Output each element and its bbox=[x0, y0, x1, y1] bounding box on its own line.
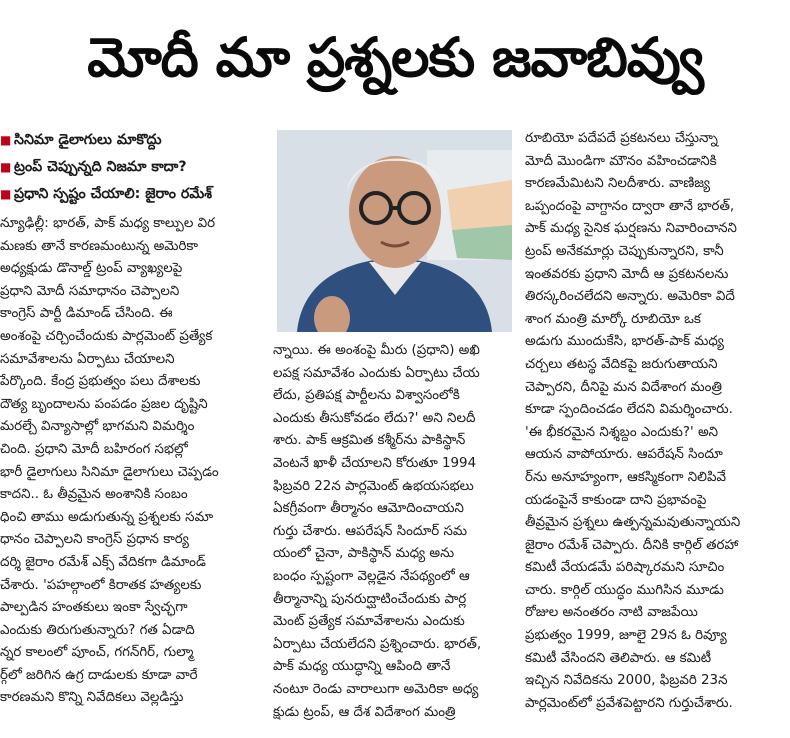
article-line: వెంటనే ఖాళీ చేయాలని కోరుతూ 1994 bbox=[273, 455, 477, 471]
bullet-marker-icon: ■ bbox=[0, 187, 12, 201]
bullet-text: సినిమా డైలాగులు మాకొద్దు bbox=[14, 132, 162, 148]
article-column-1 bbox=[0, 213, 262, 710]
article-line: లేదు, ప్రతిపక్ష పార్టీలను విశ్వాసంలోకి bbox=[273, 388, 460, 404]
article-line: పాక్ మధ్య సైనిక ఘర్షణను నివారించానని bbox=[525, 221, 737, 237]
article-line: ట్రంప్ అనేకమార్లు చెప్పుకున్నారని, కానీ bbox=[525, 243, 724, 259]
article-line: చెప్పారని, దీనిపై మన విదేశాంగ మంత్రి bbox=[525, 379, 722, 395]
article-line: కారణమని కొన్ని నివేదికలు వెల్లడిస్తు bbox=[0, 690, 184, 706]
article-line: మణకు తానే కారణమంటున్న అమెరికా bbox=[0, 238, 199, 254]
jairam-ramesh-photo bbox=[277, 130, 512, 332]
article-line: ఏర్పాటు చేయలేదని ప్రశ్నించారు. భారత్, bbox=[273, 636, 482, 652]
article-line: రూబియో పదేపదే ప్రకటనలు చేస్తున్నా bbox=[525, 131, 718, 146]
article-line: ఏకగ్రీవంగా తీర్మానం ఆమోదించాయని bbox=[273, 501, 464, 517]
article-line: న్నాయి. ఈ అంశంపై మీరు (ప్రధాని) అఖి bbox=[273, 343, 480, 358]
article-line: మోదీ మొండిగా మౌనం వహించడానికి bbox=[525, 153, 717, 169]
article-line: జైరాం రమేశ్ చెప్పారు. దీనికి కార్గిల్ తరహా bbox=[525, 537, 739, 553]
article-line: అధ్యక్షుడు డొనాల్డ్ ట్రంప్ వ్యాఖ్యలపై bbox=[0, 261, 183, 277]
article-line: 'ఈ భీకరమైన నిశ్శబ్దం ఎందుకు?' అని bbox=[525, 424, 719, 440]
article-line: రోజుల అనంతరం నాటి వాజపేయి bbox=[525, 605, 698, 621]
article-line: కూడా స్పందించడం లేదని విమర్శించారు. bbox=[525, 402, 733, 418]
article-line: సమావేశాలను ఏర్పాటు చేయాలని bbox=[0, 351, 175, 367]
bullet-item bbox=[0, 155, 262, 182]
article-line: కారణమేమిటని నిలదీశారు. వాణిజ్య bbox=[525, 176, 710, 192]
article-line: పేర్కొంది. కేంద్ర ప్రభుత్వం పలు దేశాలకు bbox=[0, 374, 201, 390]
article-line: తీవ్రమైన ప్రశ్నలు ఉత్పన్నమవుతున్నాయని bbox=[525, 515, 741, 531]
article-line: ఆయన వాపోయారు. ఆపరేషన్ సిందూ bbox=[525, 447, 723, 463]
article-line: కాంగ్రెస్ పార్టీ డిమాండ్ చేసింది. ఈ bbox=[0, 306, 173, 322]
article-line: కమిటీ వేసిందని తెలిపారు. ఆ కమిటీ bbox=[525, 650, 712, 666]
article-line: ర్గ్‌లో జరిగిన ఉగ్ర దాడులకు కూడా వారే bbox=[0, 667, 198, 683]
article-line: చింది. ప్రధాని మోదీ బహిరంగ సభల్లో bbox=[0, 441, 188, 457]
article-line: శారు. పాక్ ఆక్రమిత కశ్మీర్‌ను పాకిస్థాన్ bbox=[273, 433, 466, 449]
article-line: ఎందుకు తీసుకోవడం లేదు?' అని నిలదీ bbox=[273, 410, 476, 426]
article-line: శాంగ మంత్రి మార్కో రూబియో ఒక bbox=[525, 311, 701, 327]
article-line: అడుగు ముందుకేసి, భారత్-పాక్ మధ్య bbox=[525, 334, 724, 350]
article-line: పార్లమెంట్‌లో ప్రవేశపెట్టారని గుర్తుచేశారు. bbox=[525, 695, 733, 711]
article-line: ఒప్పందంపై వాగ్దానం ద్వారా తానే భారత్, bbox=[525, 198, 735, 214]
article-line: దర్శి జైరాం రమేశ్ ఎక్స్ వేదికగా డిమాండ్ bbox=[0, 554, 206, 570]
article-line: క్షుడు ట్రంప్, ఆ దేశ విదేశాంగ మంత్రి bbox=[273, 704, 456, 720]
article-line: అంశంపై చర్చించేందుకు పార్లమెంట్ ప్రత్యేక bbox=[0, 328, 213, 344]
article-line: పాక్ మధ్య యుద్ధాన్ని ఆపింది తానే bbox=[273, 659, 451, 675]
article-line: ధించి తాము అడుగుతున్న ప్రశ్నలకు సమా bbox=[0, 509, 214, 525]
article-line: తిరస్కరించలేదని అన్నారు. అమెరికా విదే bbox=[525, 289, 735, 305]
bullet-item bbox=[0, 182, 262, 209]
article-line: గుర్తు చేశారు. ఆపరేషన్ సిందూర్ సమ bbox=[273, 523, 468, 539]
article-line: న్నర కాలంలో పూంచ్, గగన్‌గిర్, గుల్మా bbox=[0, 645, 194, 661]
article-line: చారు. కార్గిల్ యుద్ధం ముగిసిన మూడు bbox=[525, 582, 724, 598]
article-line: ఇచ్చిన నివేదికను 2000, ఫిబ్రవరి 23న bbox=[525, 673, 728, 689]
bullet-marker-icon: ■ bbox=[0, 160, 12, 174]
headline: మోదీ మా ప్రశ్నలకు జవాబివ్వు bbox=[87, 25, 703, 89]
article-column-2 bbox=[273, 340, 513, 724]
article-line: ప్రధాని మోదీ సమాధానం చెప్పాలని bbox=[0, 283, 180, 299]
article-line: ధానం చెప్పాలని కాంగ్రెస్ ప్రధాన కార్య bbox=[0, 532, 189, 548]
article-line: భారీ డైలాగులు సినిమా డైలాగులు చెప్పడం bbox=[0, 464, 219, 480]
bullet-text: ట్రంప్ చెప్పున్నది నిజమా కాదా? bbox=[14, 159, 187, 175]
article-line: ఇంతవరకు ప్రధాని మోదీ ఆ ప్రకటనలను bbox=[525, 266, 729, 282]
bullet-list bbox=[0, 128, 262, 209]
article-line: యంలో చైనా, పాకిస్థాన్ మధ్య అను bbox=[273, 546, 455, 562]
bullet-marker-icon: ■ bbox=[0, 133, 12, 147]
bullet-item bbox=[0, 128, 262, 155]
article-line: చర్చలు తటస్థ వేదికపై జరుగుతాయని bbox=[525, 356, 718, 372]
article-line: ప్రభుత్వం 1999, జూలై 29న ఓ రివ్యూ bbox=[525, 628, 727, 644]
article-line: ర్‌ను అనూహ్యంగా, ఆకస్మికంగా నిలిపివే bbox=[525, 469, 727, 485]
bullet-text: ప్రధాని స్పష్టం చేయాలి: జైరాం రమేశ్ bbox=[14, 186, 213, 202]
article-line: ఫిబ్రవరి 22న పార్లమెంట్ ఉభయసభలు bbox=[273, 478, 474, 494]
article-column-3 bbox=[525, 128, 787, 715]
article-line: మెంట్ ప్రత్యేక సమావేశాలను ఎందుకు bbox=[273, 614, 465, 630]
article-line: యడంపైనే కాకుండా దాని ప్రభావంపై bbox=[525, 492, 707, 508]
article-line: నంటూ రెండు వారాలుగా అమెరికా అధ్య bbox=[273, 681, 479, 697]
article-line: తీర్మానాన్ని పునరుద్ఘాటించేందుకు పార్ల bbox=[273, 591, 467, 607]
article-line: మరల్చే విన్యాసాల్లో భాగమని విమర్శిం bbox=[0, 419, 195, 435]
article-line: చేశారు. 'పహల్గాంలో కిరాతక హత్యలకు bbox=[0, 577, 202, 593]
article-line: కమిటీ వేయడమే పరిష్కారమని సూచిం bbox=[525, 560, 725, 576]
article-line: లపక్ష సమావేశం ఎందుకు ఏర్పాటు చేయ bbox=[273, 365, 480, 381]
article-line: దౌత్య బృందాలను పంపడం ప్రజల దృష్టిని bbox=[0, 396, 208, 412]
portrait-illustration bbox=[277, 130, 512, 332]
article-line: బంధం స్పష్టంగా వెల్లడైన నేపథ్యంలో ఆ bbox=[273, 568, 470, 584]
article-line: కాదని.. ఓ తీవ్రమైన అంశానికి సంబం bbox=[0, 487, 188, 503]
article-line: పాల్పడిన హంతకులు ఇంకా స్వేచ్ఛగా bbox=[0, 600, 188, 616]
article-line: ఎందుకు తిరుగుతున్నారు? గత ఏడాది bbox=[0, 622, 195, 638]
article-line: న్యూఢిల్లీ: భారత్, పాక్ మధ్య కాల్పుల విర bbox=[0, 216, 216, 231]
